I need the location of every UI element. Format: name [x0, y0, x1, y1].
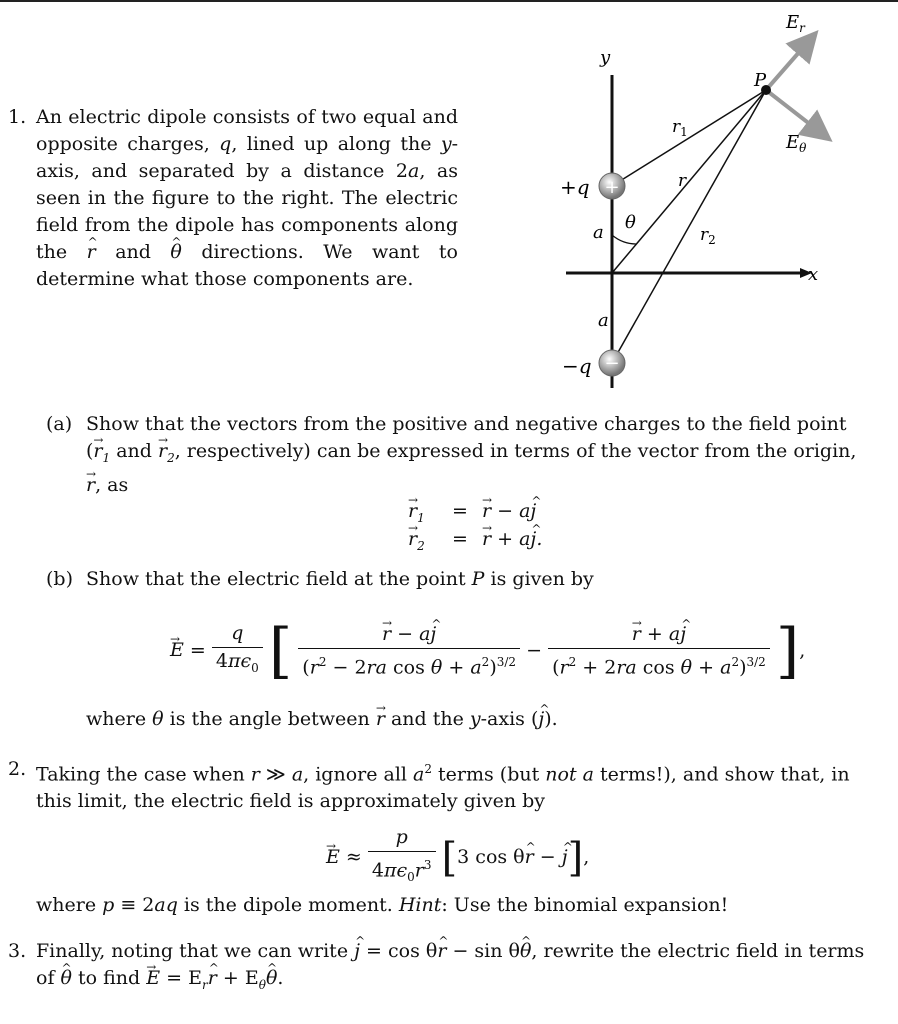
document-page: 1. An electric dipole consists of two equal and opposite charges, q, lined up along the y-axis, and separated by a distance 2a, as seen in the figure to the right. The electric field from the dipole has components along the ^ r and ^ θ directions. We want to determine what those components are. + − y x +q −q a a θ $r_1$ r $r_2$ P $E_r$ $E_\theta$ (a) Show that the vectors from the positive and negative charges to the field point (→ $r_1$ and → $r_2$, respectively) can be expressed in terms of the vector from the origin, → r, as → $r_1$ = → r − a^ j → $r_2$ = → r + a^ j. (b) Show that the electric field at the point P is given by → E = $\frac{q}{4\pi\epsilon_0}$ [ → $\frac{r - a\^{} j}{(r^2 - 2ra \cos \theta + a^2)^{3/2}}$ − → $\frac{r + a\^{} j}{(r^2 + 2ra \cos \theta + a^2)^{3/2}}$ ], where θ is the angle between → r and the y-axis (^ j). 2. Taking the case when r ≫ a, ignore all $a^2$ terms (but not a terms!), and show that, in this limit, the electric field is approximately given by → E ≈ $\frac{p}{4\pi\epsilon_0r^3}$ [3 cos θ^ r − ^ j], where p ≡ 2aq is the dipole moment. Hint: Use the binomial expansion! 3. Finally, noting that we can write ^ j = cos θ^ r − sin θ^ θ, rewrite the electric field in terms of ^ θ to find → $E = E_r\^{}$ $r + E_\theta\^{}$ θ. — [0, 0, 898, 1024]
problem-2-number: 2. — [8, 758, 27, 780]
theta-arc — [612, 235, 636, 244]
part-b-text: Show that the electric field at the point P is given by — [86, 568, 594, 590]
er-label: $E_r$ — [786, 12, 805, 35]
problem-1 — [8, 104, 458, 293]
problem-1-text: An electric dipole consists of two equal and opposite charges, q, lined up along the y-axis, and separated by a distance 2a, as seen in the figure to the right. The electric field from the dipole has components along the ^ r and ^ θ directions. We want to determine what those components are. — [36, 104, 458, 293]
plus-q-label: +q — [560, 175, 590, 199]
dipole-figure — [540, 0, 898, 400]
y-label: y — [600, 47, 611, 68]
r-label: r — [678, 171, 687, 191]
problem-1-number: 1. — [8, 106, 27, 128]
part-a-text: Show that the vectors from the positive and negative charges to the field point (→ $r_1$ and → $r_2$, respectively) can be expressed in terms of the vector from the origin, → r, as — [86, 411, 876, 499]
theta-label: θ — [625, 212, 636, 233]
r1-label: $r_1$ — [672, 117, 688, 139]
r2-label: $r_2$ — [700, 225, 716, 247]
equation-dipole-approx: → E ≈ $\frac{p}{4\pi\epsilon_0r^3}$ [3 cos θ^ r − ^ j], — [0, 824, 898, 874]
etheta-label: $E_\theta$ — [786, 132, 807, 155]
minus-sign: − — [604, 353, 620, 374]
r1-line — [612, 90, 766, 186]
problem-2-text: Taking the case when r ≫ a, ignore all $a^2$ terms (but not a terms!), and show that, in this limit, the electric field is approximately given by — [36, 762, 850, 813]
r-line — [612, 90, 766, 273]
etheta-vector — [766, 90, 820, 132]
part-a-label: (a) — [46, 413, 73, 435]
part-b-label: (b) — [46, 568, 73, 590]
er-vector — [766, 42, 808, 90]
x-label: x — [808, 264, 819, 285]
p-label: P — [754, 70, 767, 91]
a-upper-label: a — [593, 222, 604, 243]
problem-3-text: Finally, noting that we can write ^ j = cos θ^ r − sin θ^ θ, rewrite the electric field in terms of ^ θ to find → $E = E_r\^{}$ $r + E_\theta\^{}$ θ. — [36, 938, 886, 999]
a-lower-label: a — [598, 310, 609, 331]
plus-sign: + — [604, 177, 620, 198]
problem-3-number: 3. — [8, 940, 27, 962]
minus-q-label: −q — [562, 354, 592, 378]
equation-e-field: → E = $\frac{q}{4\pi\epsilon_0}$ [ → $\frac{r - a\^{} j}{(r^2 - 2ra \cos \theta + a^2)^{3/2}}$ − → $\frac{r + a\^{} j}{(r^2 + 2ra \cos \theta + a^2)^{3/2}}$ ], — [0, 614, 898, 684]
